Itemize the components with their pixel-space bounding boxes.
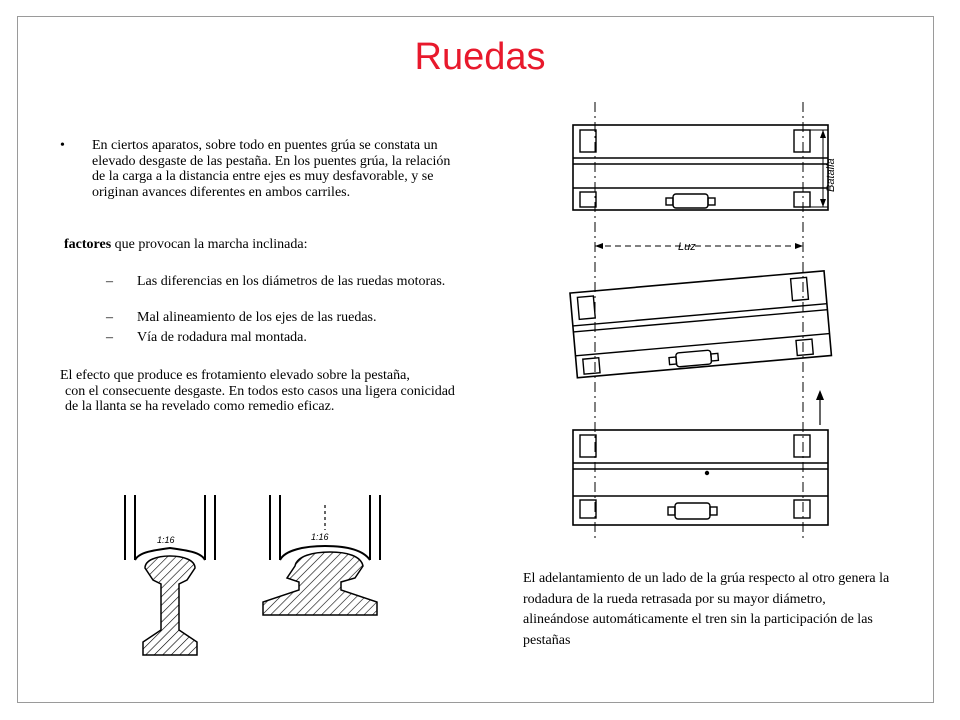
effect-paragraph bbox=[60, 368, 465, 415]
sub-item-3: Vía de rodadura mal montada. bbox=[137, 330, 307, 345]
batalla-label: Batalla bbox=[825, 158, 837, 192]
taper-label-left: 1:16 bbox=[157, 535, 175, 545]
sub-dash: – bbox=[106, 330, 113, 345]
sub-item-2: Mal alineamiento de los ejes de las ruedas. bbox=[137, 310, 377, 325]
crane-diagram bbox=[548, 100, 848, 540]
factores-heading bbox=[64, 237, 307, 253]
crane-aligned bbox=[573, 125, 828, 210]
factores-rest: que provocan la marcha inclinada: bbox=[111, 237, 308, 252]
sub-dash: – bbox=[106, 274, 113, 289]
figure-caption: El adelantamiento de un lado de la grúa respecto al otro genera la rodadura de la rueda retrasada por su mayor diámetro, alineándose automáticamente el tren sin la participación de las pestañas bbox=[523, 571, 890, 648]
effect-line-1: El efecto que produce es frotamiento elevado sobre la pestaña, bbox=[60, 368, 410, 383]
rail-section-left bbox=[125, 495, 215, 655]
bullet-paragraph: En ciertos aparatos, sobre todo en puentes grúa se constata un elevado desgaste de las pestaña. En los puentes grúa, la relación de la carga a la distancia entre ejes es muy desfavorable, y se originan avances diferentes en ambos carriles. bbox=[92, 138, 451, 200]
effect-continuation: con el consecuente desgaste. En todos esto casos una ligera conicidad de la llanta se ha revelado como remedio eficaz. bbox=[65, 383, 455, 414]
rail-section-right bbox=[263, 495, 380, 615]
crane-realigned bbox=[573, 430, 828, 525]
sub-dash: – bbox=[106, 310, 113, 325]
factores-bold: factores bbox=[64, 237, 112, 252]
sub-item-1: Las diferencias en los diámetros de las ruedas motoras. bbox=[137, 274, 446, 289]
luz-label: Luz bbox=[678, 241, 696, 253]
slide-title: Ruedas bbox=[414, 36, 546, 78]
taper-label-right: 1:16 bbox=[311, 532, 329, 542]
crane-skewed bbox=[570, 271, 831, 378]
bullet-marker: • bbox=[60, 138, 65, 153]
rail-wheel-sections bbox=[115, 490, 395, 665]
